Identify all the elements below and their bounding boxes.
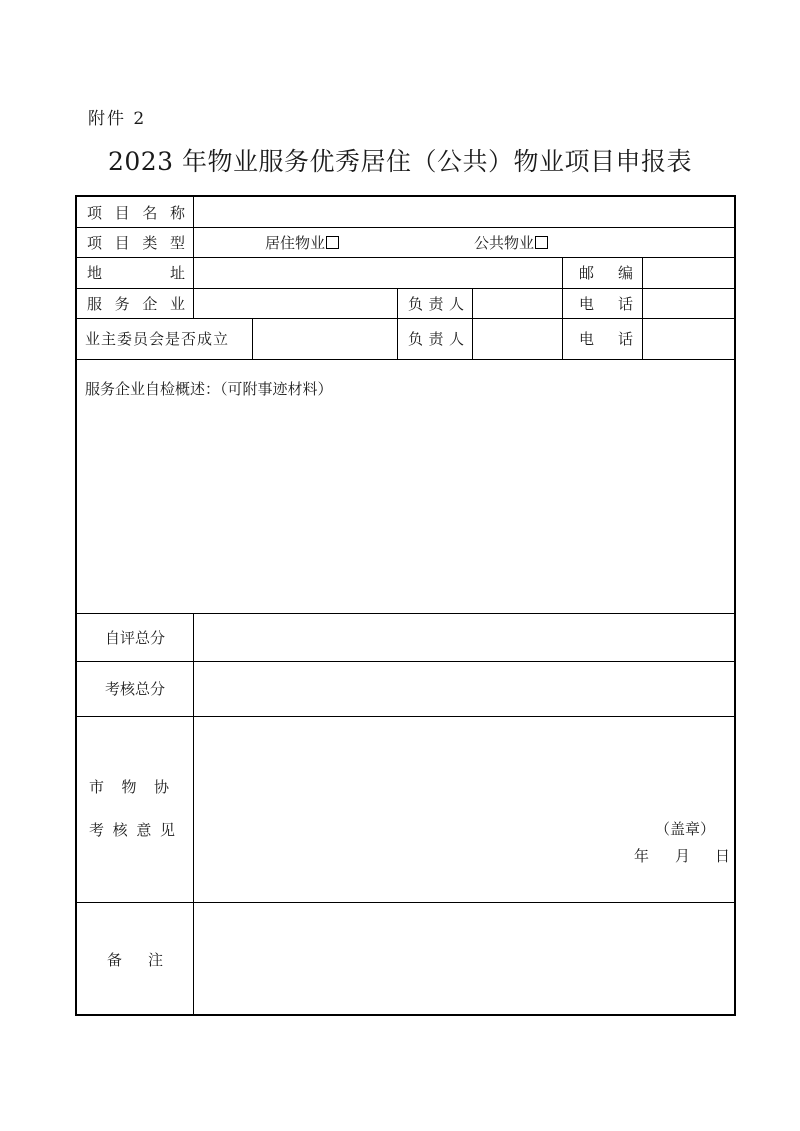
- company-person-label: 负 责 人: [408, 294, 464, 313]
- committee-person-field[interactable]: [474, 318, 561, 359]
- option-residential-label: 居住物业: [265, 233, 326, 252]
- attachment-number: 附件 2: [88, 109, 147, 129]
- row-divider: [77, 359, 734, 360]
- column-divider: [472, 288, 473, 359]
- owners-committee-field[interactable]: [254, 318, 396, 359]
- committee-phone-label: 电 话: [579, 330, 633, 348]
- committee-phone-field[interactable]: [644, 318, 733, 359]
- owners-committee-label: 业主委员会是否成立: [85, 330, 230, 348]
- opinion-label-line1: 市 物 协: [89, 777, 169, 796]
- project-type-label: 项 目 类 型: [87, 233, 185, 252]
- row-divider: [77, 716, 734, 717]
- opinion-field[interactable]: [201, 723, 721, 813]
- column-divider: [397, 288, 398, 359]
- address-label: 地 址: [87, 264, 185, 282]
- self-check-field[interactable]: [85, 403, 725, 607]
- project-name-label: 项 目 名 称: [87, 203, 185, 222]
- review-score-field[interactable]: [195, 661, 733, 716]
- public-checkbox[interactable]: [535, 236, 548, 249]
- company-phone-label: 电 话: [579, 294, 633, 313]
- company-phone-field[interactable]: [644, 288, 733, 318]
- column-divider: [562, 257, 563, 359]
- address-field[interactable]: [195, 257, 561, 288]
- form-title: 2023 年物业服务优秀居住（公共）物业项目申报表: [107, 147, 693, 176]
- row-divider: [77, 902, 734, 903]
- company-person-field[interactable]: [474, 288, 561, 318]
- remarks-field[interactable]: [201, 909, 727, 1009]
- seal-label: （盖章）: [655, 819, 716, 838]
- column-divider: [642, 257, 643, 359]
- option-public-label: 公共物业: [474, 233, 535, 252]
- remarks-label: 备 注: [107, 950, 163, 969]
- service-company-label: 服 务 企 业: [87, 294, 185, 313]
- date-year-label: 年: [634, 846, 650, 865]
- self-score-field[interactable]: [195, 613, 733, 661]
- column-divider: [193, 613, 194, 1016]
- option-residential[interactable]: [265, 227, 339, 257]
- project-name-field[interactable]: [195, 197, 733, 227]
- self-score-label: 自评总分: [104, 628, 165, 647]
- column-divider: [252, 318, 253, 359]
- date-day-label: 日: [715, 846, 731, 865]
- option-public[interactable]: [474, 227, 548, 257]
- residential-checkbox[interactable]: [326, 236, 339, 249]
- service-company-field[interactable]: [195, 288, 396, 318]
- postcode-field[interactable]: [644, 257, 733, 288]
- opinion-label-line2: 考 核 意 见: [89, 820, 175, 839]
- postcode-label: 邮 编: [579, 264, 633, 282]
- self-check-label: 服务企业自检概述：（可附事迹材料）: [85, 379, 333, 398]
- review-score-label: 考核总分: [104, 680, 165, 698]
- date-month-label: 月: [675, 846, 691, 865]
- application-form-table: [75, 195, 736, 1016]
- column-divider: [193, 197, 194, 318]
- committee-person-label: 负 责 人: [408, 330, 464, 348]
